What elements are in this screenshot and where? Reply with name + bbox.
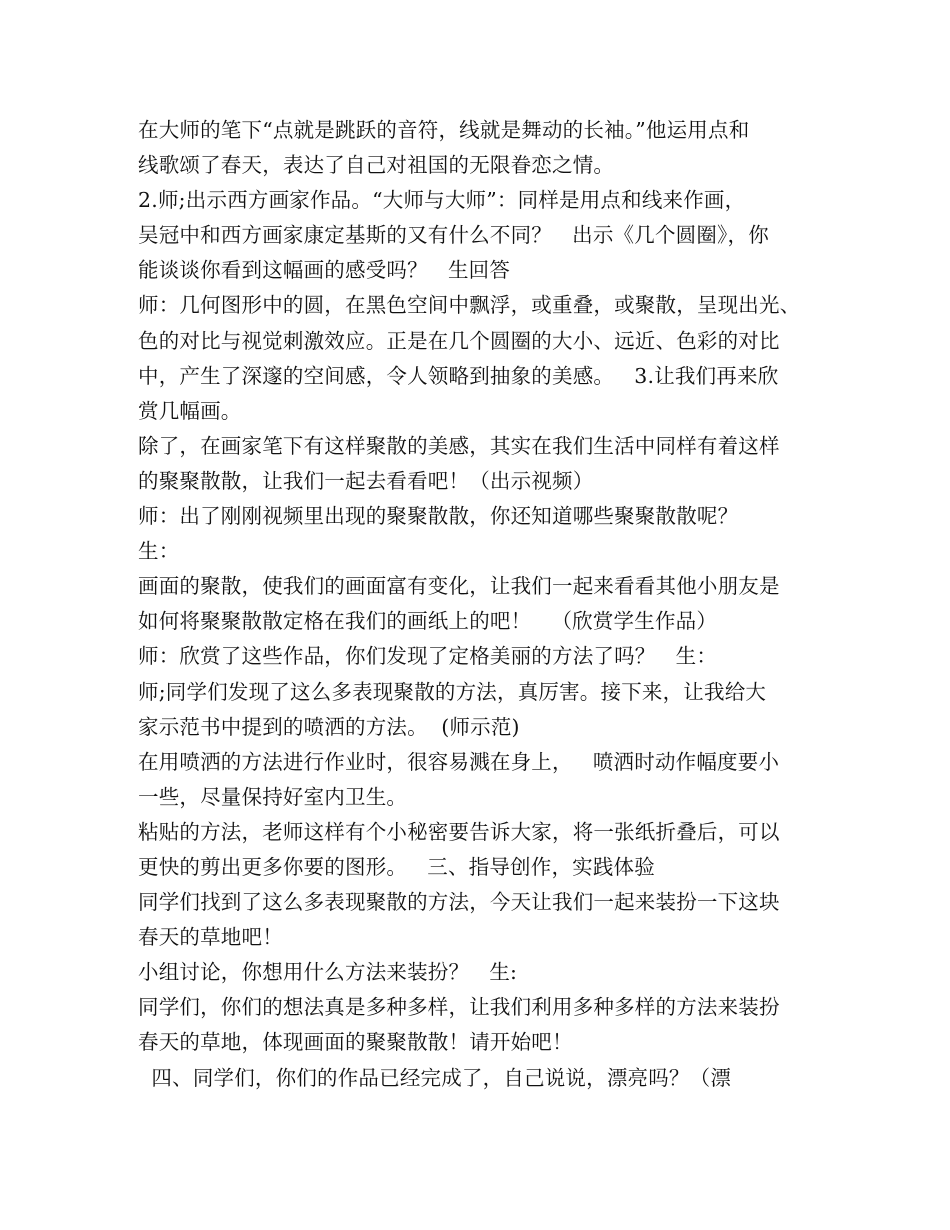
text-line: 色的对比与视觉刺激效应。正是在几个圆圈的大小、远近、色彩的对比 bbox=[138, 328, 780, 353]
text-line: 在用喷洒的方法进行作业时，很容易溅在身上， 喷洒时动作幅度要小 bbox=[138, 749, 780, 774]
text-line: 师：出了刚刚视频里出现的聚聚散散，你还知道哪些聚聚散散呢？ bbox=[138, 504, 739, 529]
text-line: 粘贴的方法，老师这样有个小秘密要告诉大家，将一张纸折叠后，可以 bbox=[138, 819, 780, 844]
text-line: 如何将聚聚散散定格在我们的画纸上的吧！ （欣赏学生作品） bbox=[138, 609, 718, 634]
text-line: 春天的草地吧！ bbox=[138, 925, 283, 950]
text-line: 四、同学们，你们的作品已经完成了，自己说说，漂亮吗？（漂 bbox=[138, 1065, 732, 1090]
text-line: 画面的聚散，使我们的画面富有变化，让我们一起来看看其他小朋友是 bbox=[138, 574, 780, 599]
text-line: 2.师;出示西方画家作品。“大师与大师”：同样是用点和线来作画， bbox=[138, 188, 746, 213]
text-line: 线歌颂了春天，表达了自己对祖国的无限眷恋之情。 bbox=[138, 153, 615, 178]
text-line: 中，产生了深邃的空间感，令人领略到抽象的美感。 3.让我们再来欣 bbox=[138, 363, 779, 388]
text-line: 除了，在画家笔下有这样聚散的美感，其实在我们生活中同样有着这样 bbox=[138, 433, 780, 458]
document-body bbox=[138, 113, 828, 1096]
text-line: 的聚聚散散，让我们一起去看看吧！（出示视频） bbox=[138, 468, 594, 493]
text-line: 赏几幅画。 bbox=[138, 398, 242, 423]
text-line: 生： bbox=[138, 539, 180, 564]
text-line: 师;同学们发现了这么多表现聚散的方法，真厉害。接下来，让我给大 bbox=[138, 679, 767, 704]
text-line: 师：几何图形中的圆，在黑色空间中飘浮，或重叠，或聚散，呈现出光、 bbox=[138, 293, 801, 318]
text-line: 一些，尽量保持好室内卫生。 bbox=[138, 784, 408, 809]
text-line: 师：欣赏了这些作品，你们发现了定格美丽的方法了吗？ 生： bbox=[138, 644, 718, 669]
text-line: 春天的草地，体现画面的聚聚散散！请开始吧！ bbox=[138, 1030, 573, 1055]
text-line: 吴冠中和西方画家康定基斯的又有什么不同？ 出示《几个圆圈》，你 bbox=[138, 223, 769, 248]
text-line: 家示范书中提到的喷洒的方法。 (师示范) bbox=[138, 714, 520, 739]
text-line: 同学们，你们的想法真是多种多样，让我们利用多种多样的方法来装扮 bbox=[138, 995, 780, 1020]
text-line: 更快的剪出更多你要的图形。 三、指导创作，实践体验 bbox=[138, 854, 655, 879]
text-line: 能谈谈你看到这幅画的感受吗？ 生回答 bbox=[138, 258, 511, 283]
text-line: 小组讨论，你想用什么方法来装扮？ 生: bbox=[138, 960, 518, 985]
text-line: 在大师的笔下“点就是跳跃的音符，线就是舞动的长袖。”他运用点和 bbox=[138, 118, 750, 142]
text-line: 同学们找到了这么多表现聚散的方法，今天让我们一起来装扮一下这块 bbox=[138, 890, 780, 915]
